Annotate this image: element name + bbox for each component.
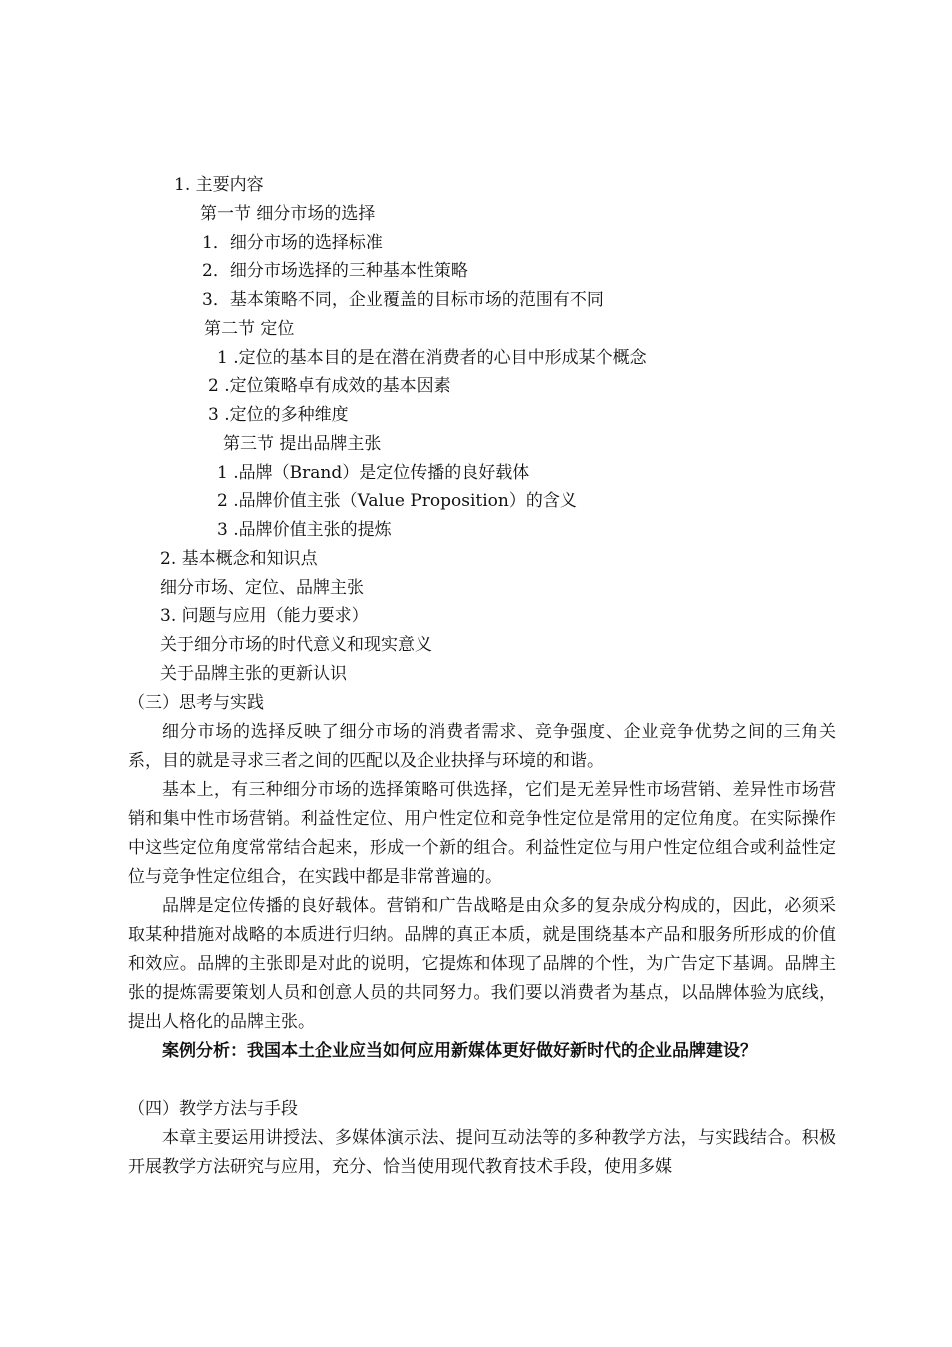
application-item: 关于品牌主张的更新认识: [160, 664, 347, 684]
section1-title: 第一节 细分市场的选择: [200, 204, 376, 224]
concepts-text: 细分市场、定位、品牌主张: [160, 578, 364, 598]
section3-title: 第三节 提出品牌主张: [223, 434, 382, 454]
methods-heading: （四）教学方法与手段: [128, 1099, 298, 1119]
practice-paragraph: 基本上，有三种细分市场的选择策略可供选择，它们是无差异性市场营销、差异性市场营销和集中性市场营销。利益性定位、用户性定位和竞争性定位是常用的定位角度。在实际操作中这些定位角度常常结合起来，形成一个新的组合。利益性定位与用户性定位组合或利益性定位与竞争性定位组合，在实践中都是非常普遍的。: [128, 780, 836, 887]
section3-item: 3 .品牌价值主张的提炼: [217, 520, 392, 540]
section3-item: 2 .品牌价值主张（Value Proposition）的含义: [217, 491, 577, 511]
main-content-heading: 1. 主要内容: [174, 175, 264, 195]
case-analysis: 案例分析：我国本土企业应当如何应用新媒体更好做好新时代的企业品牌建设？: [162, 1041, 757, 1061]
application-heading: 3. 问题与应用（能力要求）: [160, 606, 369, 626]
section2-title: 第二节 定位: [204, 319, 295, 339]
section1-item: 2．细分市场选择的三种基本性策略: [202, 261, 468, 281]
section2-item: 1 .定位的基本目的是在潜在消费者的心目中形成某个概念: [217, 348, 647, 368]
practice-paragraph: 细分市场的选择反映了细分市场的消费者需求、竞争强度、企业竞争优势之间的三角关系，目的就是寻求三者之间的匹配以及企业抉择与环境的和谐。: [128, 722, 836, 771]
section2-item: 3 .定位的多种维度: [208, 405, 349, 425]
application-item: 关于细分市场的时代意义和现实意义: [160, 635, 432, 655]
practice-heading: （三）思考与实践: [128, 693, 264, 713]
section1-item: 1．细分市场的选择标准: [202, 233, 383, 253]
section3-item: 1 .品牌（Brand）是定位传播的良好载体: [217, 463, 530, 483]
concepts-heading: 2. 基本概念和知识点: [160, 549, 318, 569]
section1-item: 3．基本策略不同，企业覆盖的目标市场的范围有不同: [202, 290, 604, 310]
methods-paragraph: 本章主要运用讲授法、多媒体演示法、提问互动法等的多种教学方法，与实践结合。积极开展教学方法研究与应用，充分、恰当使用现代教育技术手段，使用多媒: [128, 1128, 836, 1177]
practice-paragraph: 品牌是定位传播的良好载体。营销和广告战略是由众多的复杂成分构成的，因此，必须采取某种措施对战略的本质进行归纳。品牌的真正本质，就是围绕基本产品和服务所形成的价值和效应。品牌的主张即是对此的说明，它提炼和体现了品牌的个性，为广告定下基调。品牌主张的提炼需要策划人员和创意人员的共同努力。我们要以消费者为基点，以品牌体验为底线，提出人格化的品牌主张。: [128, 896, 836, 1032]
section2-item: 2 .定位策略卓有成效的基本因素: [208, 376, 451, 396]
